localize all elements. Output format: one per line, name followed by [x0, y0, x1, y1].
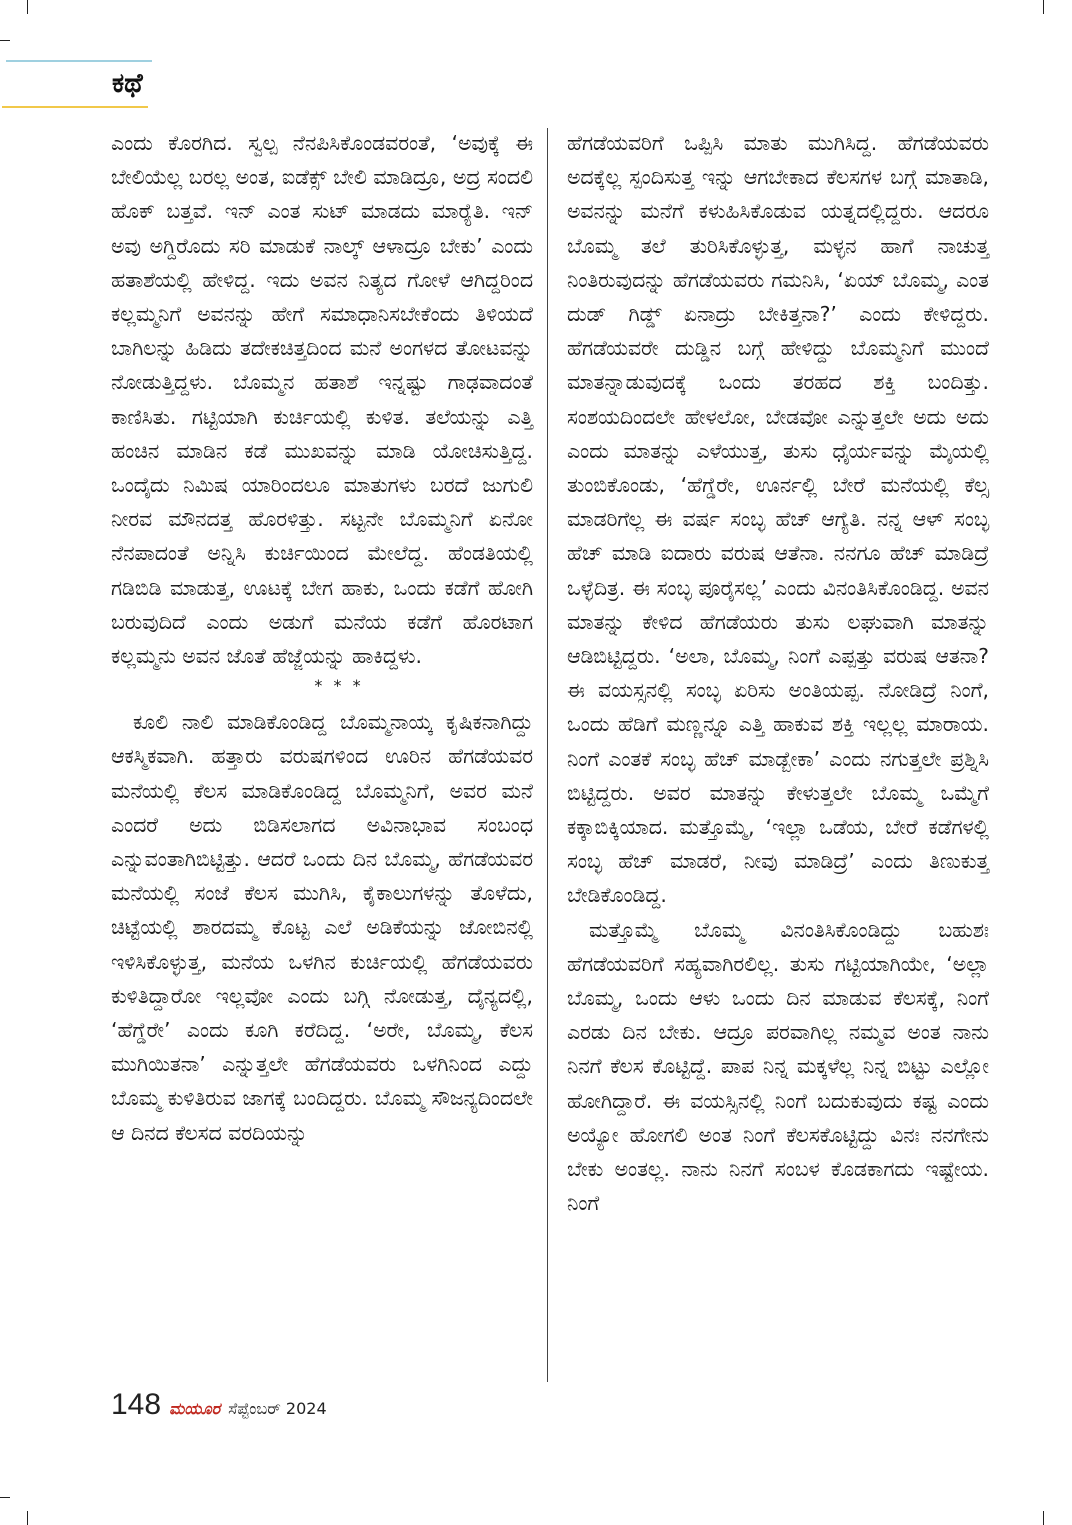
- crop-mark-left-upper: [0, 40, 10, 41]
- section-accent-line-top: [6, 60, 152, 62]
- section-label: ಕಥೆ: [112, 68, 143, 99]
- issue-date: ಸೆಪ್ಟೆಂಬರ್ 2024: [228, 1399, 327, 1418]
- magazine-logo: ಮಯೂರ: [169, 1399, 221, 1418]
- crop-mark-bottom-right: [1043, 1511, 1044, 1525]
- crop-mark-bottom-left: [27, 1511, 28, 1525]
- column-divider: [547, 128, 548, 1382]
- section-separator: * * *: [314, 676, 364, 696]
- article-paragraph: ಮತ್ತೊಮ್ಮೆ ಬೊಮ್ಮ ವಿನಂತಿಸಿಕೊಂಡಿದ್ದು ಬಹುಶಃ ಹೆಗಡೆಯವರಿಗೆ ಸಹ್ಯವಾಗಿರಲಿಲ್ಲ. ತುಸು ಗಟ್ಟಿಯಾಗಿಯೇ, ‘ಅಲ್ಲಾ ಬೊಮ್ಮ, ಒಂದು ಆಳು ಒಂದು ದಿನ ಮಾಡುವ ಕೆಲಸಕ್ಕೆ, ನಿಂಗೆ ಎರಡು ದಿನ ಬೇಕು. ಆದ್ರೂ ಪರವಾಗಿಲ್ಲ ನಮ್ಮವ ಅಂತ ನಾನು ನಿನಗೆ ಕೆಲಸ ಕೊಟ್ಟಿದ್ದೆ. ಪಾಪ ನಿನ್ನ ಮಕ್ಕಳೆಲ್ಲ ನಿನ್ನ ಬಿಟ್ಟು ಎಲ್ಲೋ ಹೋಗಿದ್ದಾರೆ. ಈ ವಯಸ್ಸಿನಲ್ಲಿ ನಿಂಗೆ ಬದುಕುವುದು ಕಷ್ಟ ಎಂದು ಅಯ್ಯೋ ಹೋಗಲಿ ಅಂತ ನಿಂಗೆ ಕೆಲಸಕೊಟ್ಟಿದ್ದು ವಿನಃ ನನಗೇನು ಬೇಕು ಅಂತಲ್ಲ. ನಾನು ನಿನಗೆ ಸಂಬಳ ಕೊಡಕಾಗದು ಇಷ್ಟೇಯ. ನಿಂಗೆ: [567, 917, 989, 1216]
- crop-mark-top-left: [27, 0, 28, 14]
- article-paragraph: ಕೂಲಿ ನಾಲಿ ಮಾಡಿಕೊಂಡಿದ್ದ ಬೊಮ್ಮನಾಯ್ಕ ಕೃಷಿಕನಾಗಿದ್ದು ಆಕಸ್ಮಿಕವಾಗಿ. ಹತ್ತಾರು ವರುಷಗಳಿಂದ ಊರಿನ ಹೆಗಡೆಯವರ ಮನೆಯಲ್ಲಿ ಕೆಲಸ ಮಾಡಿಕೊಂಡಿದ್ದ ಬೊಮ್ಮನಿಗೆ, ಅವರ ಮನೆ ಎಂದರೆ ಅದು ಬಿಡಿಸಲಾಗದ ಅವಿನಾಭಾವ ಸಂಬಂಧ ಎನ್ನುವಂತಾಗಿಬಿಟ್ಟಿತ್ತು. ಆದರೆ ಒಂದು ದಿನ ಬೊಮ್ಮ, ಹೆಗಡೆಯವರ ಮನೆಯಲ್ಲಿ ಸಂಜೆ ಕೆಲಸ ಮುಗಿಸಿ, ಕೈಕಾಲುಗಳನ್ನು ತೊಳೆದು, ಚಿಟ್ಟೆಯಲ್ಲಿ ಶಾರದಮ್ಮ ಕೊಟ್ಟ ಎಲೆ ಅಡಿಕೆಯನ್ನು ಜೋಬಿನಲ್ಲಿ ಇಳಿಸಿಕೊಳ್ಳುತ್ತ, ಮನೆಯ ಒಳಗಿನ ಕುರ್ಚಿಯಲ್ಲಿ ಹೆಗಡೆಯವರು ಕುಳಿತಿದ್ದಾರೋ ಇಲ್ಲವೋ ಎಂದು ಬಗ್ಗಿ ನೋಡುತ್ತ, ದೈನ್ಯದಲ್ಲಿ, ‘ಹೆಗ್ಡೆರೇ’ ಎಂದು ಕೂಗಿ ಕರೆದಿದ್ದ. ‘ಅರೇ, ಬೊಮ್ಮ, ಕೆಲಸ ಮುಗಿಯಿತನಾ’ ಎನ್ನುತ್ತಲೇ ಹೆಗಡೆಯವರು ಒಳಗಿನಿಂದ ಎದ್ದು ಬೊಮ್ಮ ಕುಳಿತಿರುವ ಜಾಗಕ್ಕೆ ಬಂದಿದ್ದರು. ಬೊಮ್ಮ ಸೌಜನ್ಯದಿಂದಲೇ ಆ ದಿನದ ಕೆಲಸದ ವರದಿಯನ್ನು: [111, 710, 533, 1145]
- page-footer: [111, 1388, 327, 1428]
- article-paragraph: ಹೆಗಡೆಯವರಿಗೆ ಒಪ್ಪಿಸಿ ಮಾತು ಮುಗಿಸಿದ್ದ. ಹೆಗಡೆಯವರು ಅದಕ್ಕೆಲ್ಲ ಸ್ಪಂದಿಸುತ್ತ ಇನ್ನು ಆಗಬೇಕಾದ ಕೆಲಸಗಳ ಬಗ್ಗೆ ಮಾತಾಡಿ, ಅವನನ್ನು ಮನೆಗೆ ಕಳುಹಿಸಿಕೊಡುವ ಯತ್ನದಲ್ಲಿದ್ದರು. ಆದರೂ ಬೊಮ್ಮ ತಲೆ ತುರಿಸಿಕೊಳ್ಳುತ್ತ, ಮಳ್ಳನ ಹಾಗೆ ನಾಚುತ್ತ ನಿಂತಿರುವುದನ್ನು ಹೆಗಡೆಯವರು ಗಮನಿಸಿ, ‘ಏಯ್ ಬೊಮ್ಮ, ಎಂತ ದುಡ್ ಗಿಡ್ಡ್ ಏನಾದ್ರು ಬೇಕಿತ್ತನಾ?’ ಎಂದು ಕೇಳಿದ್ದರು. ಹೆಗಡೆಯವರೇ ದುಡ್ಡಿನ ಬಗ್ಗೆ ಹೇಳಿದ್ದು ಬೊಮ್ಮನಿಗೆ ಮುಂದೆ ಮಾತನ್ನಾಡುವುದಕ್ಕೆ ಒಂದು ತರಹದ ಶಕ್ತಿ ಬಂದಿತ್ತು. ಸಂಶಯದಿಂದಲೇ ಹೇಳಲೋ, ಬೇಡವೋ ಎನ್ನುತ್ತಲೇ ಅದು ಅದು ಎಂದು ಮಾತನ್ನು ಎಳೆಯುತ್ತ, ತುಸು ಧೈರ್ಯವನ್ನು ಮೈಯಲ್ಲಿ ತುಂಬಿಕೊಂಡು, ‘ಹೆಗ್ಡೆರೇ, ಊರ್ನಲ್ಲಿ ಬೇರೆ ಮನೆಯಲ್ಲಿ ಕೆಲ್ಸ ಮಾಡರಿಗೆಲ್ಲ ಈ ವರ್ಷ ಸಂಬ್ಳ ಹೆಚ್ ಆಗ್ಯೆತಿ. ನನ್ನ ಆಳ್ ಸಂಬ್ಳ ಹೆಚ್ ಮಾಡಿ ಐದಾರು ವರುಷ ಆತೆನಾ. ನನಗೂ ಹೆಚ್ ಮಾಡಿದ್ರೆ ಒಳ್ಳೆದಿತ್ರ. ಈ ಸಂಬ್ಳ ಪೂರೈಸಲ್ಲ’ ಎಂದು ವಿನಂತಿಸಿಕೊಂಡಿದ್ದ. ಅವನ ಮಾತನ್ನು ಕೇಳಿದ ಹೆಗಡೆಯರು ತುಸು ಲಘುವಾಗಿ ಮಾತನ್ನು ಆಡಿಬಿಟ್ಟಿದ್ದರು. ‘ಅಲಾ, ಬೊಮ್ಮ, ನಿಂಗೆ ಎಪ್ಪತ್ತು ವರುಷ ಆತನಾ? ಈ ವಯಸ್ಸನಲ್ಲಿ ಸಂಬ್ಳ ಏರಿಸು ಅಂತಿಯಪ್ಪ. ನೋಡಿದ್ರೆ ನಿಂಗೆ, ಒಂದು ಹೆಡಿಗೆ ಮಣ್ಣನ್ನೂ ಎತ್ತಿ ಹಾಕುವ ಶಕ್ತಿ ಇಲ್ಲಲ್ಲ ಮಾರಾಯ. ನಿಂಗೆ ಎಂತಕೆ ಸಂಬ್ಳ ಹೆಚ್ ಮಾಡ್ಬೇಕಾ’ ಎಂದು ನಗುತ್ತಲೇ ಪ್ರಶ್ನಿಸಿ ಬಿಟ್ಟಿದ್ದರು. ಅವರ ಮಾತನ್ನು ಕೇಳುತ್ತಲೇ ಬೊಮ್ಮ ಒಮ್ಮೆಗೆ ಕಕ್ಕಾಬಿಕ್ಕಿಯಾದ. ಮತ್ತೊಮ್ಮೆ, ‘ಇಲ್ಲಾ ಒಡೆಯ, ಬೇರೆ ಕಡೆಗಳಲ್ಲಿ ಸಂಬ್ಳ ಹೆಚ್ ಮಾಡರೆ, ನೀವು ಮಾಡಿದ್ರೆ’ ಎಂದು ತಿಣುಕುತ್ತ ಬೇಡಿಕೊಂಡಿದ್ದ.: [567, 131, 989, 908]
- section-accent-line-bottom: [2, 106, 148, 108]
- crop-mark-left-lower: [0, 1497, 10, 1498]
- article-paragraph: ಎಂದು ಕೊರಗಿದ. ಸ್ವಲ್ಪ ನೆನಪಿಸಿಕೊಂಡವರಂತೆ, ‘ಅವುಕ್ಕೆ ಈ ಬೇಲಿಯೆಲ್ಲ ಬರಲ್ಲ ಅಂತ, ಐಡೆಕ್ಸ್ ಬೇಲಿ ಮಾಡಿದ್ರೂ, ಅದ್ರ ಸಂದಲಿ ಹೊಕ್ ಬತ್ತವೆ. ಇನ್ ಎಂತ ಸುಟ್ ಮಾಡದು ಮಾರ್‍ಯೆತಿ. ಇನ್ ಅವು ಅಗ್ದಿರೊದು ಸರಿ ಮಾಡುಕೆ ನಾಲ್ಕ್ ಆಳಾದ್ರೂ ಬೇಕು’ ಎಂದು ಹತಾಶೆಯಲ್ಲಿ ಹೇಳಿದ್ದ. ಇದು ಅವನ ನಿತ್ಯದ ಗೋಳೆ ಆಗಿದ್ದರಿಂದ ಕಲ್ಲಮ್ಮನಿಗೆ ಅವನನ್ನು ಹೇಗೆ ಸಮಾಧಾನಿಸಬೇಕೆಂದು ತಿಳಿಯದೆ ಬಾಗಿಲನ್ನು ಹಿಡಿದು ತದೇಕಚಿತ್ತದಿಂದ ಮನೆ ಅಂಗಳದ ತೋಟವನ್ನು ನೋಡುತ್ತಿದ್ದಳು. ಬೊಮ್ಮನ ಹತಾಶೆ ಇನ್ನಷ್ಟು ಗಾಢವಾದಂತೆ ಕಾಣಿಸಿತು. ಗಟ್ಟಿಯಾಗಿ ಕುರ್ಚಿಯಲ್ಲಿ ಕುಳಿತ. ತಲೆಯನ್ನು ಎತ್ತಿ ಹಂಚಿನ ಮಾಡಿನ ಕಡೆ ಮುಖವನ್ನು ಮಾಡಿ ಯೋಚಿಸುತ್ತಿದ್ದ. ಒಂದೈದು ನಿಮಿಷ ಯಾರಿಂದಲೂ ಮಾತುಗಳು ಬರದೆ ಜುಗುಲಿ ನೀರವ ಮೌನದತ್ತ ಹೊರಳಿತ್ತು. ಸಟ್ಟನೇ ಬೊಮ್ಮನಿಗೆ ಏನೋ ನೆನಪಾದಂತೆ ಅನ್ನಿಸಿ ಕುರ್ಚಿಯಿಂದ ಮೇಲೆದ್ದ. ಹೆಂಡತಿಯಲ್ಲಿ ಗಡಿಬಿಡಿ ಮಾಡುತ್ತ, ಊಟಕ್ಕೆ ಬೇಗ ಹಾಕು, ಒಂದು ಕಡೆಗೆ ಹೋಗಿ ಬರುವುದಿದೆ ಎಂದು ಅಡುಗೆ ಮನೆಯ ಕಡೆಗೆ ಹೊರಟಾಗ ಕಲ್ಲಮ್ಮನು ಅವನ ಜೊತೆ ಹೆಜ್ಜೆಯನ್ನು ಹಾಕಿದ್ದಳು.: [111, 131, 533, 669]
- crop-mark-top-right: [1043, 0, 1044, 14]
- article-column-right: [567, 126, 989, 1221]
- article-column-left: [111, 126, 533, 1150]
- page-number: 148: [111, 1388, 162, 1421]
